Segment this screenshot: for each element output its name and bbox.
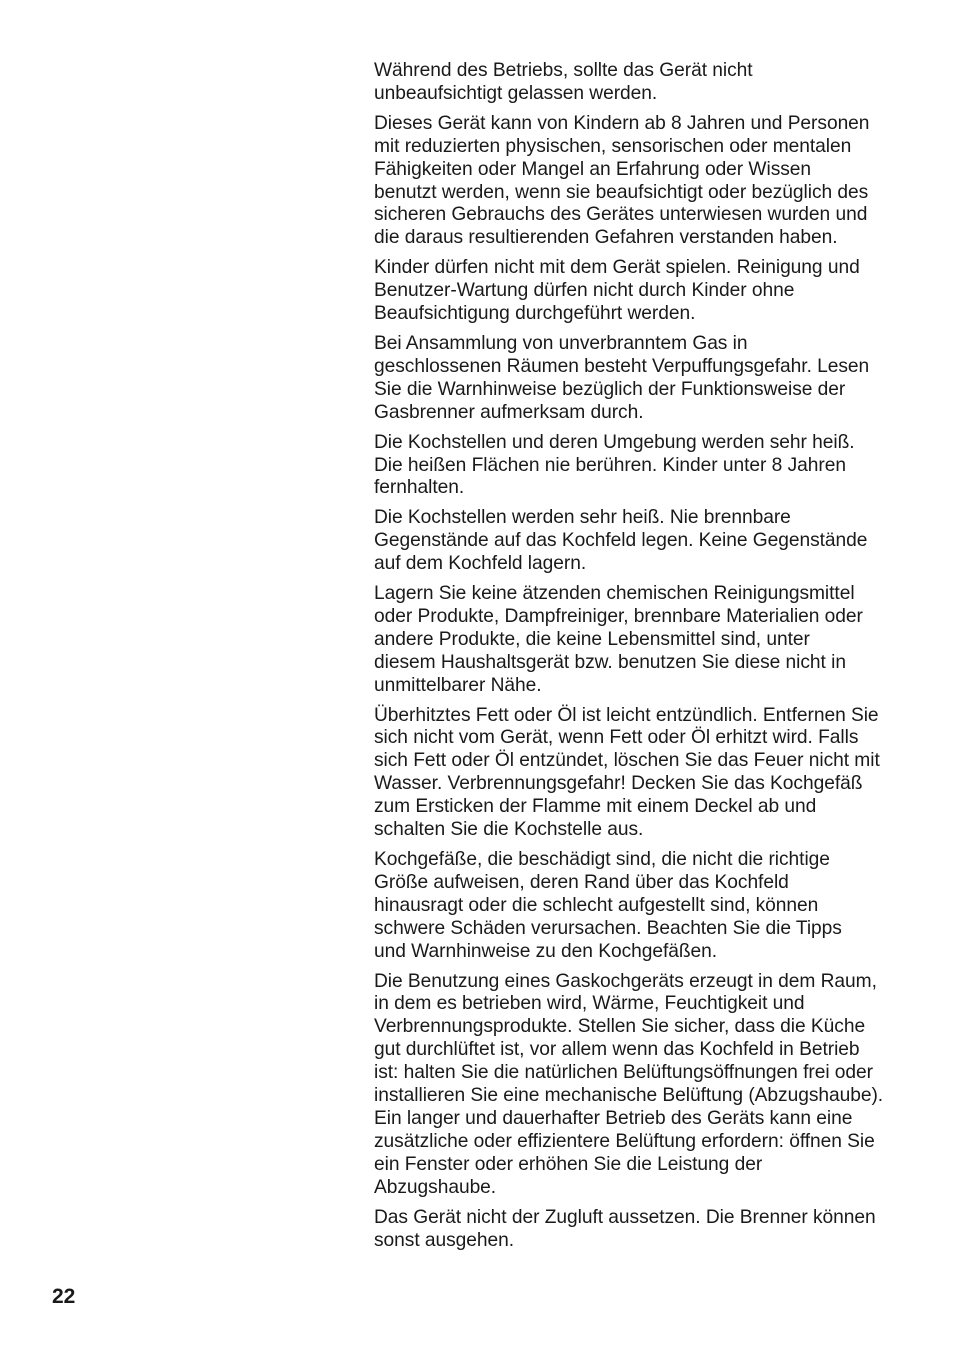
paragraph-children-and-persons: Dieses Gerät kann von Kindern ab 8 Jahren und Personen mit reduzierten physischen, sensorischen oder mentalen Fähigkeiten oder Mangel an Erfahrung oder Wissen benutzt werden, wenn sie beaufsichtigt oder bezüglich des sicheren Gebrauchs des Gerätes unterwiesen wurden und die daraus resultierenden Gefahren verstanden haben. [374, 112, 870, 249]
paragraph-flammable-objects: Die Kochstellen werden sehr heiß. Nie brennbare Gegenstände auf das Kochfeld legen. Keine Gegenstände auf dem Kochfeld lagern. [374, 507, 868, 575]
paragraph-ventilation: Die Benutzung eines Gaskochgeräts erzeugt in dem Raum, in dem es betrieben wird, Wärme, Feuchtigkeit und Verbrennungsprodukte. Stellen Sie sicher, dass die Küche gut durchlüftet ist, vor allem wenn das Kochfeld in Betrieb ist: halten Sie die natürlichen Belüftungsöffnungen frei oder installieren Sie eine mechanische Belüftung (Abzugshaube). Ein langer und dauerhafter Betrieb des Geräts kann eine zusätzliche oder effizientere Belüftung erfordern: öffnen Sie ein Fenster oder erhöhen Sie die Leistung der Abzugshaube. [374, 970, 884, 1198]
page-number: 22 [52, 1285, 76, 1308]
paragraph-unattended-operation: Während des Betriebs, sollte das Gerät nicht unbeaufsichtigt gelassen werden. [374, 60, 753, 104]
paragraph-hot-surfaces: Die Kochstellen und deren Umgebung werden sehr heiß. Die heißen Flächen nie berühren. Kinder unter 8 Jahren fernhalten. [374, 431, 855, 499]
paragraph-cookware: Kochgefäße, die beschädigt sind, die nicht die richtige Größe aufweisen, deren Rand über das Kochfeld hinausragt oder die schlecht aufgestellt sind, können schwere Schäden verursachen. Beachten Sie die Tipps und Warnhinweise zu den Kochgefäßen. [374, 849, 842, 962]
paragraph-children-play: Kinder dürfen nicht mit dem Gerät spielen. Reinigung und Benutzer-Wartung dürfen nicht durch Kinder ohne Beaufsichtigung durchgeführt werden. [374, 257, 860, 325]
paragraph-chemical-storage: Lagern Sie keine ätzenden chemischen Reinigungsmittel oder Produkte, Dampfreiniger, brennbare Materialien oder andere Produkte, die keine Lebensmittel sind, unter diesem Haushaltsgerät bzw. benutzen Sie diese nicht in unmittelbarer Nähe. [374, 583, 863, 696]
paragraph-overheated-fat: Überhitztes Fett oder Öl ist leicht entzündlich. Entfernen Sie sich nicht vom Gerät, wenn Fett oder Öl erhitzt wird. Falls sich Fett oder Öl entzündet, löschen Sie das Feuer nicht mit Wasser. Verbrennungsgefahr! Decken Sie das Kochgefäß zum Ersticken der Flamme mit einem Deckel ab und schalten Sie die Kochstelle aus. [374, 704, 880, 841]
safety-instructions-column [374, 60, 922, 1259]
paragraph-draught: Das Gerät nicht der Zugluft aussetzen. Die Brenner können sonst ausgehen. [374, 1206, 876, 1251]
paragraph-unburnt-gas: Bei Ansammlung von unverbranntem Gas in geschlossenen Räumen besteht Verpuffungsgefahr. Lesen Sie die Warnhinweise bezüglich der Funktionsweise der Gasbrenner aufmerksam durch. [374, 332, 870, 423]
